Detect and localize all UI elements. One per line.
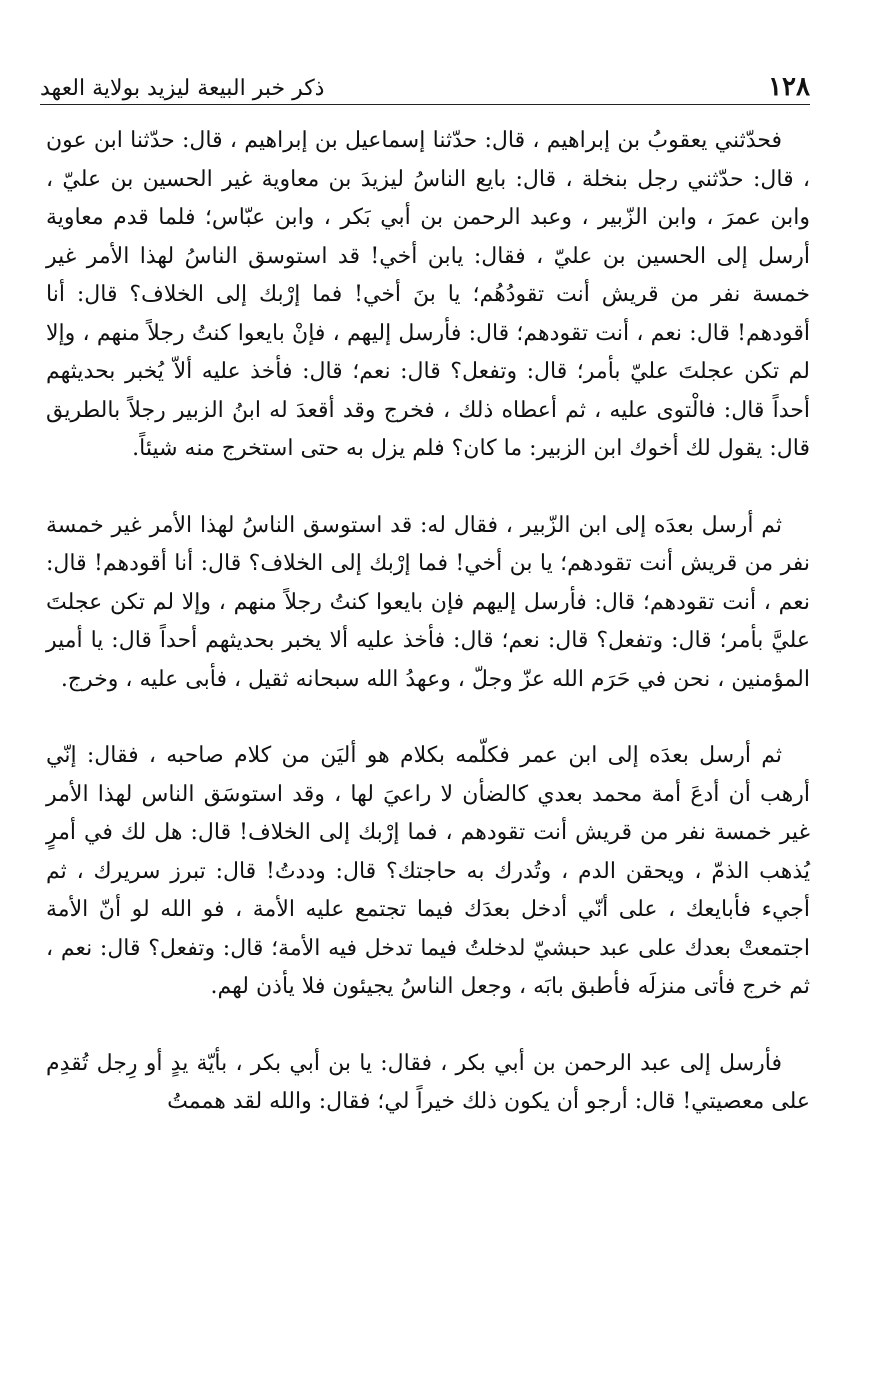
paragraph: ثم أرسل بعدَه إلى ابن الزّبير ، فقال له: قد استوسق الناسُ لهذا الأمر غير خمسة نفر من قريش أنت تقودهم؛ يا بن أخي! فما إرْبك إلى الخلاف؟ قال: أنا أقودهم! قال: نعم ، أنت تقودهم؛ قال: فأرسل إليهم فإن بايعوا كنتُ رجلاً منهم ، وإلا لم تكن عجلتَ عليَّ بأمر؛ قال: وتفعل؟ قال: نعم؛ قال: فأخذ عليه ألا يخبر بحديثهم أحداً قال: يا أمير المؤمنين ، نحن في حَرَم الله عزّ وجلّ ، وعهدُ الله سبحانه ثقيل ، فأبى عليه ، وخرج. xyxy=(46,512,810,692)
paragraph: ثم أرسل بعدَه إلى ابن عمر فكلّمه بكلام هو أليَن من كلام صاحبه ، فقال: إنّي أرهب أن أدعَ أمة محمد بعدي كالضأن لا راعيَ لها ، وقد استوسَق الناس لهذا الأمر غير خمسة نفر من قريش أنت تقودهم ، فما إرْبك إلى الخلاف! قال: هل لك في أمرٍ يُذهب الذمّ ، ويحقن الدم ، وتُدرك به حاجتك؟ قال: وددتُ! قال: تبرز سريرك ، ثم أجيء فأبايعك ، على أنّي أدخل بعدَك فيما تجتمع عليه الأمة ، فو الله لو أنّ الأمة اجتمعتْ بعدك على عبد حبشيّ لدخلتُ فيما تدخل فيه الأمة؛ قال: وتفعل؟ قال: نعم ، ثم خرج فأتى منزلَه فأطبق بابَه ، وجعل الناسُ يجيئون فلا يأذن لهم. xyxy=(46,743,810,999)
header-divider xyxy=(40,104,810,105)
page-header xyxy=(40,60,810,100)
running-title: ذكر خبر البيعة ليزيد بولاية العهد xyxy=(40,76,325,101)
main-text xyxy=(46,122,810,1122)
page-number: ١٢٨ xyxy=(768,72,810,102)
paragraph: فحدّثني يعقوبُ بن إبراهيم ، قال: حدّثنا إسماعيل بن إبراهيم ، قال: حدّثنا ابن عون ، قال: حدّثني رجل بنخلة ، قال: بايع الناسُ ليزيدَ بن معاوية غير الحسين بن عليّ ، وابن عمرَ ، وابن الزّبير ، وعبد الرحمن بن أبي بَكر ، وابن عبّاس؛ فلما قدم معاوية أرسل إلى الحسين بن عليّ ، فقال: يابن أخي! قد استوسق الناسُ لهذا الأمر غير خمسة نفر من قريش أنت تقودُهُم؛ يا بنَ أخي! فما إرْبك إلى الخلاف؟ قال: أنا أقودهم! قال: نعم ، أنت تقودهم؛ قال: فأرسل إليهم ، فإنْ بايعوا كنتُ رجلاً منهم ، وإلا لم تكن عجلتَ عليّ بأمر؛ قال: وتفعل؟ قال: نعم؛ قال: فأخذ عليه ألاّ يُخبر بحديثهم أحداً قال: فالْتوى عليه ، ثم أعطاه ذلك ، فخرج وقد أقعدَ له ابنُ الزبير رجلاً بالطريق قال: يقول لك أخوك ابن الزبير: ما كان؟ فلم يزل به حتى استخرج منه شيئاً. xyxy=(46,128,811,461)
paragraph: فأرسل إلى عبد الرحمن بن أبي بكر ، فقال: يا بن أبي بكر ، بأيّة يدٍ أو رِجل تُقدِم على معصيتي! قال: أرجو أن يكون ذلك خيراً لي؛ فقال: والله لقد هممتُ xyxy=(46,1050,810,1114)
